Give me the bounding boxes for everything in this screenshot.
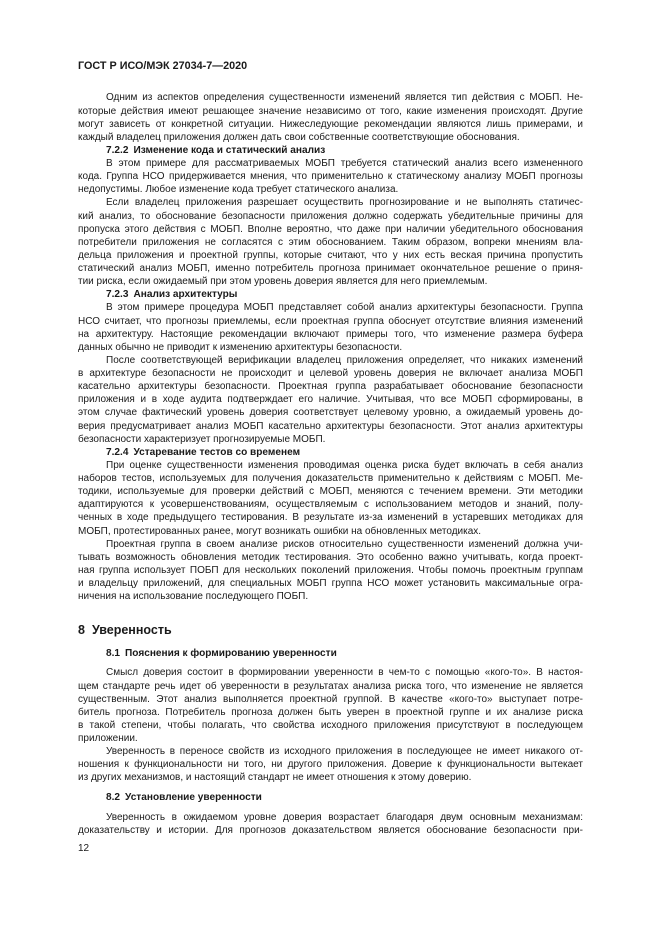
text-line: ничения на использование последующего ПОБП. xyxy=(78,591,309,603)
text-line: дельца приложения и проектной группы, которые считают, что у них есть веская причина пропустить xyxy=(78,249,583,261)
document-header: ГОСТ Р ИСО/МЭК 27034-7—2020 xyxy=(78,60,248,72)
text-line: данных обычно не приводит к изменению архитектуры безопасности. xyxy=(78,341,403,353)
text-line: из других механизмов, и настоящий стандарт не имеет отношения к этому доверию. xyxy=(78,772,472,784)
section-7-body xyxy=(78,91,583,603)
section-title: Уверенность xyxy=(91,623,172,637)
text-line: которые действия имеют решающее значение независимо от того, какие изменения происходят. Другие xyxy=(78,105,583,117)
text-line: Смысл доверия состоит в формировании уверенности в чем-то с помощью «кого-то». В настоя- xyxy=(106,667,583,679)
section-title: Установление уверенности xyxy=(125,792,262,803)
paragraph-7-2-2-1 xyxy=(78,157,583,196)
paragraph-8-2-1 xyxy=(78,811,583,837)
section-number: 8.2 xyxy=(106,792,121,803)
text-line: адаптируются к усовершенствованиям, осуществляемым с использованием методов и знаний, полу- xyxy=(78,499,583,511)
text-line: тии риска, если ожидаемый при этом уровень доверия является для него приемлемым. xyxy=(78,276,488,288)
paragraph-7-2-4-1 xyxy=(78,459,583,538)
intro-paragraph xyxy=(78,91,583,144)
text-line: НСО считает, что прогнозы приемлемы, если проектная группа обоснует отсутствие влияния изменений xyxy=(78,315,583,327)
paragraph-8-1-1 xyxy=(78,666,583,745)
text-line: Уверенность в переносе свойств из исходного приложения в последующее не имеет никакого от- xyxy=(106,746,583,758)
paragraph-7-2-3-2 xyxy=(78,354,583,446)
heading-7-2-4 xyxy=(106,446,583,459)
paragraph-7-2-2-2 xyxy=(78,196,583,288)
text-line: этом случае фактический уровень доверия соответствует целевому уровню, а ожидаемый уровень до- xyxy=(78,407,583,419)
text-line: касательно архитектуры безопасности. Проектная группа разрабатывает обоснование безопасности xyxy=(78,381,583,393)
text-line: Уверенность в ожидаемом уровне доверия возрастает благодаря двум основным механизмам: xyxy=(106,812,583,824)
text-line: статический анализ МОБП, именно потребитель прогноза принимает окончательное решение о приня- xyxy=(78,263,583,275)
text-line: тывать возможность обновления методик тестирования. Это особенно важно учитывать, когда проект- xyxy=(78,551,583,563)
text-line: При оценке существенности изменения проводимая оценка риска будет включать в себя анализ xyxy=(106,459,583,471)
text-line: потребители приложения не согласятся с этим обоснованием. Таким образом, вопреки мнениям вла- xyxy=(78,236,583,248)
section-title: Изменение кода и статический анализ xyxy=(133,144,326,156)
text-line: Если владелец приложения разрешает осуществить прогнозирование и не выполнять статичес- xyxy=(106,197,583,209)
text-line: В этом примере для рассматриваемых МОБП требуется статический анализ всего измененного xyxy=(106,158,583,170)
section-number: 7.2.2 xyxy=(106,144,129,156)
section-title: Устаревание тестов со временем xyxy=(133,446,301,458)
section-title: Анализ архитектуры xyxy=(133,289,238,301)
text-line: на архитектуру. Настоящие рекомендации включают примеры того, что изменение размера буфера xyxy=(78,328,583,340)
paragraph-7-2-4-2 xyxy=(78,538,583,604)
heading-8-2-wrap xyxy=(78,791,583,804)
heading-8-1 xyxy=(106,647,583,660)
text-line: МОБП, протестированных ранее, могут возникать ошибки на обновленных методиках. xyxy=(78,525,482,537)
text-line: кода. Группа НСО придерживается мнения, что применительно к статическому анализу МОБП прогнозы xyxy=(78,171,583,183)
text-line: После соответствующей верификации владелец приложения определяет, что никаких изменений xyxy=(106,354,583,366)
text-line: каждый владелец приложения должен дать свои собственные соответствующие обоснования. xyxy=(78,131,520,143)
heading-8-1-wrap xyxy=(78,647,583,660)
section-title: Пояснения к формированию уверенности xyxy=(125,648,337,660)
heading-8 xyxy=(78,622,583,638)
text-line: ченных в ходе предыдущего тестирования. В результате из-за изменений в устаревших методиках для xyxy=(78,512,583,524)
text-line: кий анализ, то обоснование безопасности приложения должно содержать убедительные причины для xyxy=(78,210,583,222)
text-line: приложения и в ходе аудита подтверждает его наличие. Учитывая, что все МОБП сформированы, в xyxy=(78,394,583,406)
text-line: наборов тестов, используемых для получения доказательств применительно к действиям с МОБП. Ме- xyxy=(78,473,583,485)
text-line: могут зависеть от конкретной ситуации. Нижеследующие рекомендации являются лишь примерами, и xyxy=(78,118,583,130)
text-line: В этом примере процедура МОБП представляет собой анализ архитектуры безопасности. Группа xyxy=(106,302,583,314)
text-line: Проектная группа в своем анализе рисков относительно существенности изменений должна учи- xyxy=(106,538,583,550)
text-line: недопустимы. Любое изменение кода требует статического анализа. xyxy=(78,184,399,196)
text-line: безопасности характеризует прогнозируемые МОБП. xyxy=(78,433,326,445)
text-line: верия предусматривает анализ МОБП касательно архитектуры безопасности. Этот анализ архитектуры xyxy=(78,420,583,432)
text-line: тодики, используемые для проверки действий с МОБП, меняются с течением времени. Эти методики xyxy=(78,486,583,498)
text-line: в архитектуре безопасности не происходит и целевой уровень доверия не включает анализа МОБП xyxy=(78,368,583,380)
heading-7-2-2 xyxy=(106,144,583,157)
text-line: Одним из аспектов определения существенности изменений является тип действия с МОБП. Не- xyxy=(106,92,583,104)
section-8-1-body xyxy=(78,666,583,784)
text-line: в такой степени, чтобы полагать, что свойства исходного приложения присутствуют в последующем xyxy=(78,719,583,731)
text-line: доказательству и истории. Для прогнозов доказательством является обоснование безопасности при- xyxy=(78,825,583,837)
heading-8-2 xyxy=(106,791,583,804)
page-number: 12 xyxy=(78,843,90,854)
section-number: 8 xyxy=(78,623,85,637)
paragraph-8-1-2 xyxy=(78,745,583,784)
text-line: битель прогноза. Потребитель прогноза должен быть уверен в проектной группе и их анализе риска xyxy=(78,706,583,718)
section-8-2-body xyxy=(78,811,583,837)
text-line: ношения к функциональности ни того, ни другого приложения. Доверие к функциональности вытекает xyxy=(78,759,583,771)
section-number: 7.2.3 xyxy=(106,289,129,301)
text-line: щем стандарте речь идет об уверенности в результатах анализа риска того, что изменение не является xyxy=(78,680,583,692)
heading-7-2-3 xyxy=(106,288,583,301)
text-line: приложении. xyxy=(78,733,138,745)
text-line: пропуска этого действия с МОБП. Вполне вероятно, что даже при наличии убедительного обоснования xyxy=(78,223,583,235)
text-line: существенным. Этот анализ выполняется проектной группой. В качестве «кого-то» выступает потре- xyxy=(78,693,583,705)
text-line: ная группа использует ПОБП для нескольких поколений приложения. Чтобы помочь проектным группам xyxy=(78,564,583,576)
section-number: 8.1 xyxy=(106,648,121,660)
section-number: 7.2.4 xyxy=(106,446,129,458)
paragraph-7-2-3-1 xyxy=(78,301,583,354)
text-line: и владельцу приложений, для специальных МОБП группа НСО может установить максимальные огра- xyxy=(78,578,583,590)
